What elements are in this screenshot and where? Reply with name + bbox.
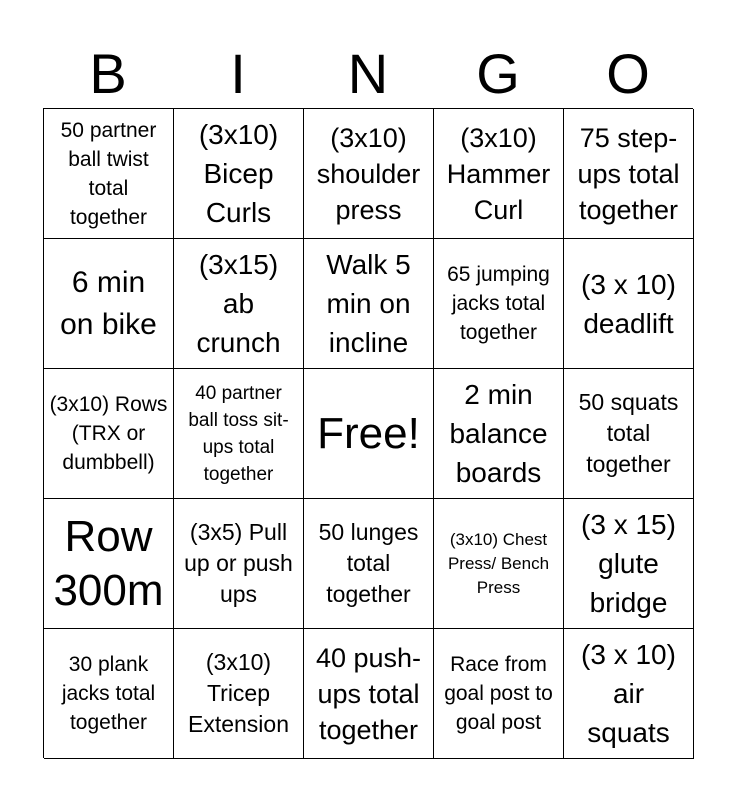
- bingo-cell-o1[interactable]: [564, 109, 694, 239]
- header-letter-o: O: [606, 42, 650, 105]
- bingo-cell-g5[interactable]: [434, 629, 564, 759]
- cell-text: 50 partner ball twist total together: [60, 118, 157, 229]
- bingo-cell-i3[interactable]: [174, 369, 304, 499]
- cell-text: 50 lunges total together: [318, 519, 419, 607]
- bingo-cell-b4[interactable]: [44, 499, 174, 629]
- cell-text: Race from goal post to goal post: [444, 653, 553, 734]
- bingo-cell-n1[interactable]: [304, 109, 434, 239]
- bingo-cell-g1[interactable]: [434, 109, 564, 239]
- bingo-cell-i4[interactable]: [174, 499, 304, 629]
- cell-text: 40 push-ups total together: [315, 642, 422, 745]
- cell-text: Walk 5 min on incline: [326, 249, 411, 358]
- cell-text: 6 min on bike: [60, 265, 157, 341]
- bingo-cell-g4[interactable]: [434, 499, 564, 629]
- bingo-header: [43, 40, 693, 108]
- cell-text: 65 jumping jacks total together: [447, 263, 550, 344]
- bingo-cell-o3[interactable]: [564, 369, 694, 499]
- cell-text: 2 min balance boards: [449, 379, 548, 488]
- header-letter-n: N: [347, 42, 389, 105]
- cell-text: (3 x 10) air squats: [581, 639, 676, 748]
- cell-text: Free!: [317, 408, 420, 458]
- cell-text: (3x5) Pull up or push ups: [184, 519, 293, 607]
- bingo-cell-o4[interactable]: [564, 499, 694, 629]
- cell-text: 50 squats total together: [578, 389, 679, 477]
- bingo-cell-o2[interactable]: [564, 239, 694, 369]
- bingo-board: [43, 108, 693, 758]
- cell-text: (3 x 15) glute bridge: [581, 509, 676, 618]
- bingo-cell-b2[interactable]: [44, 239, 174, 369]
- bingo-cell-i1[interactable]: [174, 109, 304, 239]
- bingo-cell-b5[interactable]: [44, 629, 174, 759]
- cell-text: (3x15) ab crunch: [196, 249, 281, 358]
- bingo-cell-n5[interactable]: [304, 629, 434, 759]
- cell-text: (3x10) Rows (TRX or dumbbell): [49, 393, 168, 474]
- cell-text: (3 x 10) deadlift: [581, 268, 676, 339]
- cell-text: (3x10) Hammer Curl: [446, 122, 551, 225]
- bingo-cell-g2[interactable]: [434, 239, 564, 369]
- bingo-cell-o5[interactable]: [564, 629, 694, 759]
- cell-text: Row 300m: [53, 511, 164, 615]
- bingo-cell-b1[interactable]: [44, 109, 174, 239]
- bingo-cell-n4[interactable]: [304, 499, 434, 629]
- cell-text: (3x10) Chest Press/ Bench Press: [447, 529, 550, 597]
- bingo-cell-n3[interactable]: [304, 369, 434, 499]
- cell-text: 75 step-ups total together: [577, 122, 680, 225]
- bingo-cell-g3[interactable]: [434, 369, 564, 499]
- cell-text: (3x10) Tricep Extension: [187, 649, 289, 737]
- cell-text: (3x10) Bicep Curls: [198, 119, 279, 228]
- header-letter-b: B: [89, 42, 127, 105]
- header-letter-i: I: [230, 42, 246, 105]
- bingo-cell-i2[interactable]: [174, 239, 304, 369]
- bingo-cell-b3[interactable]: [44, 369, 174, 499]
- cell-text: 40 partner ball toss sit-ups total together: [188, 382, 289, 485]
- bingo-cell-n2[interactable]: [304, 239, 434, 369]
- header-letter-g: G: [476, 42, 520, 105]
- bingo-cell-i5[interactable]: [174, 629, 304, 759]
- cell-text: 30 plank jacks total together: [61, 653, 156, 734]
- cell-text: (3x10) shoulder press: [316, 122, 421, 225]
